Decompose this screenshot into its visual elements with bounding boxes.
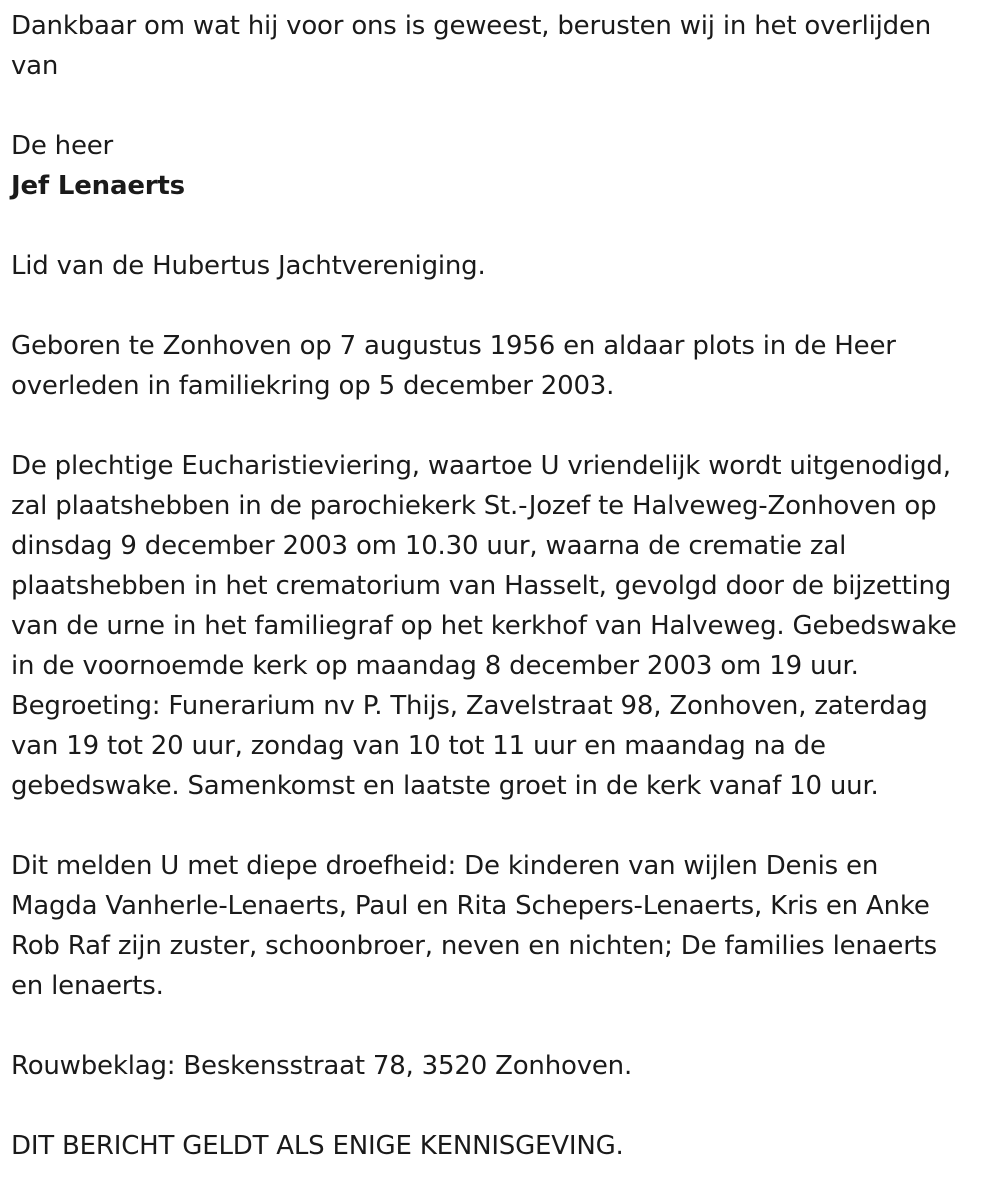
- closing-statement: DIT BERICHT GELDT ALS ENIGE KENNISGEVING.: [11, 1131, 624, 1161]
- deceased-name: Jef Lenaerts: [11, 171, 185, 201]
- family-text: Dit melden U met diepe droefheid: De kinderen van wijlen Denis en Magda Vanherle-Lenaerts, Paul en Rita Schepers-Lenaerts, Kris en Anke Rob Raf zijn zuster, schoonbroer, neven en nichten; De families lenaerts en lenaerts.: [11, 851, 938, 1001]
- salutation-text: De heer: [11, 131, 114, 161]
- spacer: [11, 286, 990, 326]
- ceremony-text: De plechtige Eucharistieviering, waartoe U vriendelijk wordt uitgenodigd, zal plaatshebben in de parochiekerk St.-Jozef te Halveweg-Zonhoven op dinsdag 9 december 2003 om 10.30 uur, waarna de crematie zal plaatshebben in het crematorium van Hasselt, gevolgd door de bijzetting van de urne in het familiegraf op het kerkhof van Halveweg. Gebedswake in de voornoemde kerk op maandag 8 december 2003 om 19 uur. Begroeting: Funerarium nv P. Thijs, Zavelstraat 98, Zonhoven, zaterdag van 19 tot 20 uur, zondag van 10 tot 11 uur en maandag na de gebedswake. Samenkomst en laatste groet in de kerk vanaf 10 uur.: [11, 451, 957, 801]
- spacer: [11, 406, 990, 446]
- spacer: [11, 86, 990, 126]
- condolence-address: Rouwbeklag: Beskensstraat 78, 3520 Zonhoven.: [11, 1051, 633, 1081]
- spacer: [11, 1006, 990, 1046]
- intro-text: Dankbaar om wat hij voor ons is geweest, berusten wij in het overlijden van: [11, 11, 932, 81]
- spacer: [11, 806, 990, 846]
- spacer: [11, 206, 990, 246]
- spacer: [11, 1086, 990, 1126]
- membership-text: Lid van de Hubertus Jachtvereniging.: [11, 251, 486, 281]
- birth-death-text: Geboren te Zonhoven op 7 augustus 1956 en aldaar plots in de Heer overleden in familiekring op 5 december 2003.: [11, 331, 896, 401]
